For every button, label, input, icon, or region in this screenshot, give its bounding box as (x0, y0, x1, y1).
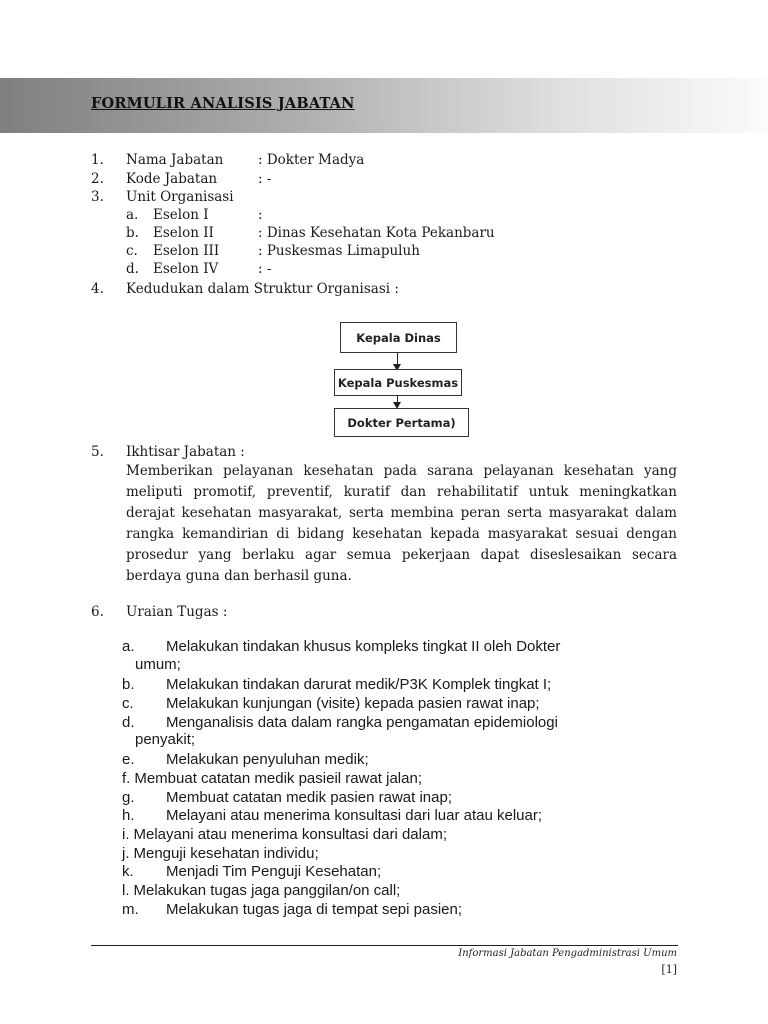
list-item: j. Menguji kesehatan individu; (122, 845, 319, 862)
list-item: f. Membuat catatan medik pasieil rawat jalan; (122, 770, 422, 787)
eselon-letter: b. (126, 225, 139, 241)
eselon-letter: c. (126, 243, 138, 259)
org-box-kepala-puskesmas: Kepala Puskesmas (334, 369, 462, 396)
eselon-value: : (258, 207, 263, 223)
footer-divider (91, 945, 678, 946)
field-number: 2. (91, 171, 104, 187)
field-label: Kode Jabatan (126, 171, 218, 187)
list-item: a. Melakukan tindakan khusus kompleks tingkat II oleh Dokter (122, 638, 561, 655)
field-label: Kedudukan dalam Struktur Organisasi : (126, 281, 399, 297)
eselon-value: : Puskesmas Limapuluh (258, 243, 420, 259)
document-title: FORMULIR ANALISIS JABATAN (91, 95, 355, 112)
field-number: 4. (91, 281, 104, 297)
field-number: 6. (91, 604, 104, 620)
eselon-label: Eselon I (153, 207, 209, 223)
list-item-continuation: penyakit; (135, 731, 196, 748)
list-item: c. Melakukan kunjungan (visite) kepada pasien rawat inap; (122, 695, 540, 712)
org-box-kepala-dinas: Kepala Dinas (340, 322, 457, 353)
field-label: Uraian Tugas : (126, 604, 228, 620)
eselon-value: : Dinas Kesehatan Kota Pekanbaru (258, 225, 495, 241)
footer-info: Informasi Jabatan Pengadministrasi Umum (458, 948, 677, 959)
field-number: 3. (91, 189, 104, 205)
field-number: 5. (91, 444, 104, 460)
list-item-continuation: umum; (135, 656, 181, 673)
list-item: h. Melayani atau menerima konsultasi dari luar atau keluar; (122, 807, 543, 824)
eselon-letter: d. (126, 261, 139, 277)
list-item: e. Melakukan penyuluhan medik; (122, 751, 369, 768)
field-label: Unit Organisasi (126, 189, 234, 205)
eselon-value: : - (258, 261, 272, 277)
field-value: : Dokter Madya (258, 152, 365, 168)
list-item: g. Membuat catatan medik pasien rawat inap; (122, 789, 452, 806)
eselon-label: Eselon III (153, 243, 220, 259)
eselon-letter: a. (126, 207, 139, 223)
page-number: [1] (661, 963, 677, 976)
list-item: i. Melayani atau menerima konsultasi dari dalam; (122, 826, 447, 843)
list-item: d. Menganalisis data dalam rangka pengamatan epidemiologi (122, 714, 558, 731)
eselon-label: Eselon II (153, 225, 214, 241)
list-item: l. Melakukan tugas jaga panggilan/on call; (122, 882, 401, 899)
list-item: m. Melakukan tugas jaga di tempat sepi pasien; (122, 901, 463, 918)
list-item: k. Menjadi Tim Penguji Kesehatan; (122, 863, 382, 880)
eselon-label: Eselon IV (153, 261, 219, 277)
field-number: 1. (91, 152, 104, 168)
field-label: Ikhtisar Jabatan : (126, 444, 245, 460)
org-box-dokter-pertama: Dokter Pertama) (334, 408, 469, 437)
field-label: Nama Jabatan (126, 152, 224, 168)
list-item: b. Melakukan tindakan darurat medik/P3K Komplek tingkat I; (122, 676, 552, 693)
field-value: : - (258, 171, 272, 187)
ikhtisar-paragraph: Memberikan pelayanan kesehatan pada sarana pelayanan kesehatan yang meliputi promotif, preventif, kuratif dan rehabilitatif untuk meningkatkan derajat kesehatan masyarakat, serta membina peran serta masyarakat dalam rangka kemandirian di bidang kesehatan kepada masyarakat sesuai dengan prosedur yang berlaku agar semua pekerjaan dapat diseslesaikan secara berdaya guna dan berhasil guna. (126, 463, 677, 584)
